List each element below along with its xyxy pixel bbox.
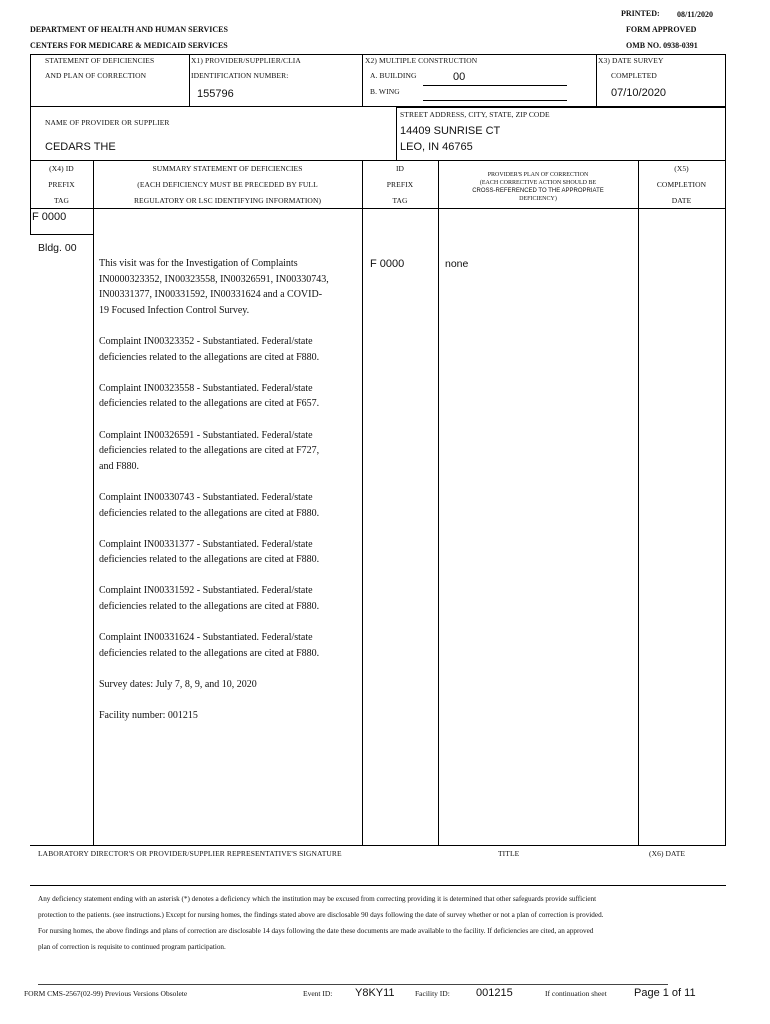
printed-date: 08/11/2020: [677, 10, 714, 19]
summary-paragraph: Complaint IN00331624 - Substantiated. Federal/state deficiencies related to the allegations are cited at F880.: [99, 632, 320, 659]
summary-statement: [99, 256, 331, 739]
form-approved: FORM APPROVED: [626, 25, 697, 34]
printed-label: PRINTED:: [621, 9, 660, 18]
summary-paragraph: Complaint IN00331592 - Substantiated. Federal/state deficiencies related to the allegations are cited at F880.: [99, 585, 320, 613]
x5-header-1: (X5): [674, 164, 689, 173]
page-number: Page 1 of 11: [634, 987, 696, 999]
survey-completed-date: 07/10/2020: [611, 87, 667, 99]
title-label: TITLE: [498, 849, 520, 858]
prefix-tag: F 0000: [32, 211, 67, 223]
x5-header-2: COMPLETION: [656, 180, 707, 189]
summary-paragraph: Complaint IN00323558 - Substantiated. Federal/state deficiencies related to the allegations are cited at F657.: [99, 382, 320, 410]
street-address: 14409 SUNRISE CT: [400, 125, 501, 137]
plan-header-4: DEFICIENCY): [519, 196, 557, 202]
summary-paragraph: Facility number: 001215: [99, 710, 198, 722]
x1-label-2: IDENTIFICATION NUMBER:: [191, 71, 289, 80]
summary-paragraph: Complaint IN00323352 - Substantiated. Federal/state deficiencies related to the allegations are cited at F880.: [99, 335, 320, 363]
building-value: 00: [453, 71, 466, 83]
department-name: DEPARTMENT OF HEALTH AND HUMAN SERVICES: [30, 25, 228, 34]
wing-label: B. WING: [370, 87, 400, 96]
facility-id-label: Facility ID:: [415, 989, 450, 998]
x4-header-1: (X4) ID: [49, 164, 74, 173]
signature-label: LABORATORY DIRECTOR'S OR PROVIDER/SUPPLIER REPRESENTATIVE'S SIGNATURE: [38, 849, 342, 858]
provider-name: CEDARS THE: [45, 141, 116, 153]
statement-label-2: AND PLAN OF CORRECTION: [45, 71, 147, 80]
continuation-label: If continuation sheet: [545, 989, 607, 998]
form-number: FORM CMS-2567(02-99) Previous Versions Obsolete: [24, 989, 188, 998]
summary-header-3: REGULATORY OR LSC IDENTIFYING INFORMATION): [133, 196, 322, 205]
statement-label-1: STATEMENT OF DEFICIENCIES: [45, 56, 155, 65]
plan-of-correction: none: [445, 258, 469, 270]
plan-header-1: PROVIDER'S PLAN OF CORRECTION: [487, 172, 589, 178]
summary-paragraph: Complaint IN00331377 - Substantiated. Federal/state deficiencies related to the allegations are cited at F880.: [99, 538, 320, 566]
summary-paragraph: Complaint IN00330743 - Substantiated. Federal/state deficiencies related to the allegations are cited at F880.: [99, 491, 320, 519]
summary-paragraph: This visit was for the Investigation of Complaints IN0000323352, IN00323558, IN00326591, IN00330743, IN00331377, IN00331592, IN00331624 and a COVID-19 Focused Infection Control Survey.: [99, 258, 329, 316]
id-prefix-tag: F 0000: [370, 258, 405, 270]
plan-header-2: (EACH CORRECTIVE ACTION SHOULD BE: [479, 180, 597, 186]
city-state-zip: LEO, IN 46765: [400, 141, 473, 153]
summary-header-2: (EACH DEFICIENCY MUST BE PRECEDED BY FULL: [137, 180, 318, 189]
id-header-1: ID: [395, 164, 405, 173]
id-header-3: TAG: [392, 196, 408, 205]
event-id-label: Event ID:: [303, 989, 333, 998]
summary-header-1: SUMMARY STATEMENT OF DEFICIENCIES: [152, 164, 303, 173]
x5-header-3: DATE: [671, 196, 692, 205]
summary-paragraph: Survey dates: July 7, 8, 9, and 10, 2020: [99, 679, 257, 691]
x3-label-1: X3) DATE SURVEY: [598, 56, 664, 65]
x1-label-1: X1) PROVIDER/SUPPLIER/CLIA: [191, 56, 301, 65]
x4-header-2: PREFIX: [48, 180, 75, 189]
x2-label: X2) MULTIPLE CONSTRUCTION: [365, 56, 478, 65]
centers-name: CENTERS FOR MEDICARE & MEDICAID SERVICES: [30, 41, 228, 50]
provider-id-value: 155796: [197, 88, 234, 100]
x4-header-3: TAG: [53, 196, 70, 205]
id-header-2: PREFIX: [386, 180, 414, 189]
building-tag: Bldg. 00: [38, 242, 77, 254]
plan-header-3: CROSS-REFERENCED TO THE APPROPRIATE: [472, 188, 604, 194]
date-label: (X6) DATE: [649, 849, 686, 858]
summary-paragraph: Complaint IN00326591 - Substantiated. Federal/state deficiencies related to the allegations are cited at F727, and F880.: [99, 429, 320, 472]
building-label: A. BUILDING: [370, 71, 417, 80]
provider-name-label: NAME OF PROVIDER OR SUPPLIER: [45, 118, 170, 127]
event-id-value: Y8KY11: [355, 987, 395, 999]
address-label: STREET ADDRESS, CITY, STATE, ZIP CODE: [400, 110, 550, 119]
facility-id-value: 001215: [476, 987, 513, 999]
x3-label-2: COMPLETED: [611, 71, 657, 80]
disclaimer-text: Any deficiency statement ending with an asterisk (*) denotes a deficiency which the institution may be excused from correcting providing it is determined that other safeguards provide sufficient protection to the patients. (see instructions.) Except for nursing homes, the findings stated above are disclosable 90 days following the date of survey whether or not a plan of correction is provided. For nursing homes, the above findings and plans of correction are disclosable 14 days following the date these documents are made available to the facility. If deficiencies are cited, an approved plan of correction is requisite to continued program participation.: [38, 895, 604, 951]
omb-number: OMB NO. 0938-0391: [626, 41, 698, 50]
